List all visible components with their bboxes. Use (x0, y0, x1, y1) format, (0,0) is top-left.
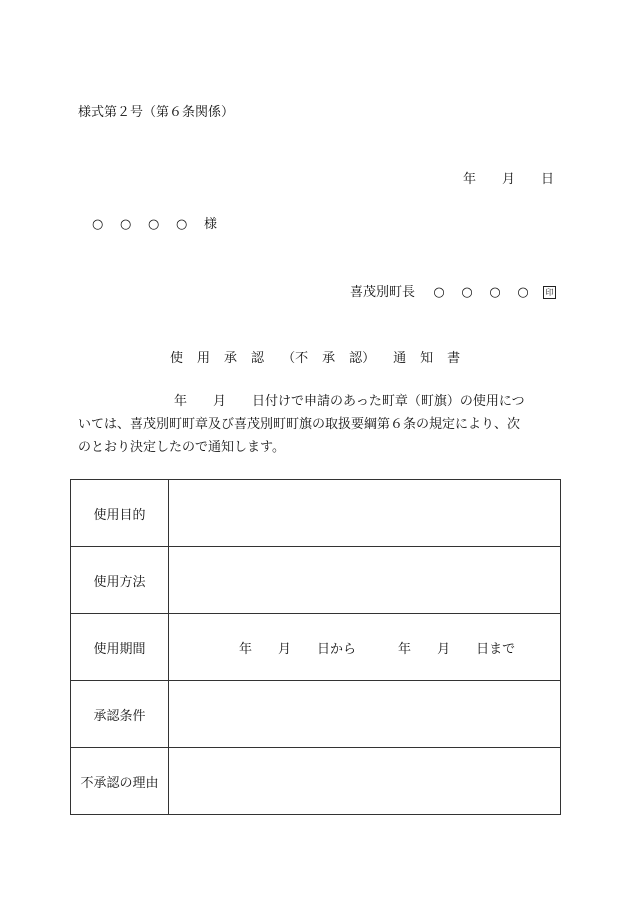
sender-mark-4: ○ (517, 285, 529, 300)
label-conditions: 承認条件 (71, 681, 169, 748)
title-char: 認） (349, 351, 376, 366)
period-to-month: 月 (437, 641, 451, 657)
addressee-mark-3: ○ (148, 217, 160, 232)
body-paragraph (78, 390, 556, 459)
addressee-mark-2: ○ (120, 217, 132, 232)
value-period (169, 614, 561, 681)
addressee-mark-4: ○ (176, 217, 188, 232)
label-period: 使用期間 (71, 614, 169, 681)
title-char: 書 (447, 351, 461, 366)
period-from-month: 月 (278, 641, 292, 657)
body-line2: いては、喜茂別町町章及び喜茂別町町旗の取扱要綱第６条の規定により、次 (78, 417, 521, 432)
value-purpose (169, 480, 561, 547)
sender-mark-2: ○ (461, 285, 473, 300)
form-number: 様式第２号（第６条関係） (78, 105, 235, 120)
title-char: （不 (282, 351, 309, 366)
title-char: 知 (420, 351, 434, 366)
addressee (92, 213, 217, 232)
addressee-honorific: 様 (204, 217, 218, 232)
sender-mark-1: ○ (433, 285, 445, 300)
sender-mark-3: ○ (489, 285, 501, 300)
label-method: 使用方法 (71, 547, 169, 614)
sender-title: 喜茂別町長 (349, 285, 415, 300)
title-char: 承 (322, 351, 336, 366)
table-row (71, 614, 561, 681)
title-char: 承 (224, 351, 238, 366)
value-conditions (169, 681, 561, 748)
seal-icon: 印 (543, 286, 556, 299)
body-month: 月 (213, 394, 227, 409)
addressee-mark-1: ○ (92, 217, 104, 232)
sender (350, 281, 556, 300)
body-year: 年 (174, 394, 188, 409)
table-row (71, 748, 561, 815)
title-char: 使 (170, 351, 184, 366)
label-rejection-reason: 不承認の理由 (71, 748, 169, 815)
value-method (169, 547, 561, 614)
period-from: 日から (317, 641, 357, 657)
document-title (170, 347, 460, 366)
title-char: 通 (393, 351, 407, 366)
period-from-year: 年 (239, 641, 253, 657)
table-row (71, 681, 561, 748)
date-month: 月 (501, 172, 515, 187)
table-row (71, 547, 561, 614)
value-rejection-reason (169, 748, 561, 815)
title-char: 認 (251, 351, 265, 366)
table-row (71, 480, 561, 547)
label-purpose: 使用目的 (71, 480, 169, 547)
title-char: 用 (197, 351, 211, 366)
period-until: 日まで (476, 641, 516, 657)
date-year: 年 (462, 172, 476, 187)
date-day: 日 (540, 172, 554, 187)
date-line (463, 168, 554, 187)
period-to-year: 年 (398, 641, 412, 657)
body-line1: 日付けで申請のあった町章（町旗）の使用につ (252, 394, 525, 409)
body-line3: のとおり決定したので通知します。 (78, 440, 285, 455)
details-table (70, 479, 561, 815)
